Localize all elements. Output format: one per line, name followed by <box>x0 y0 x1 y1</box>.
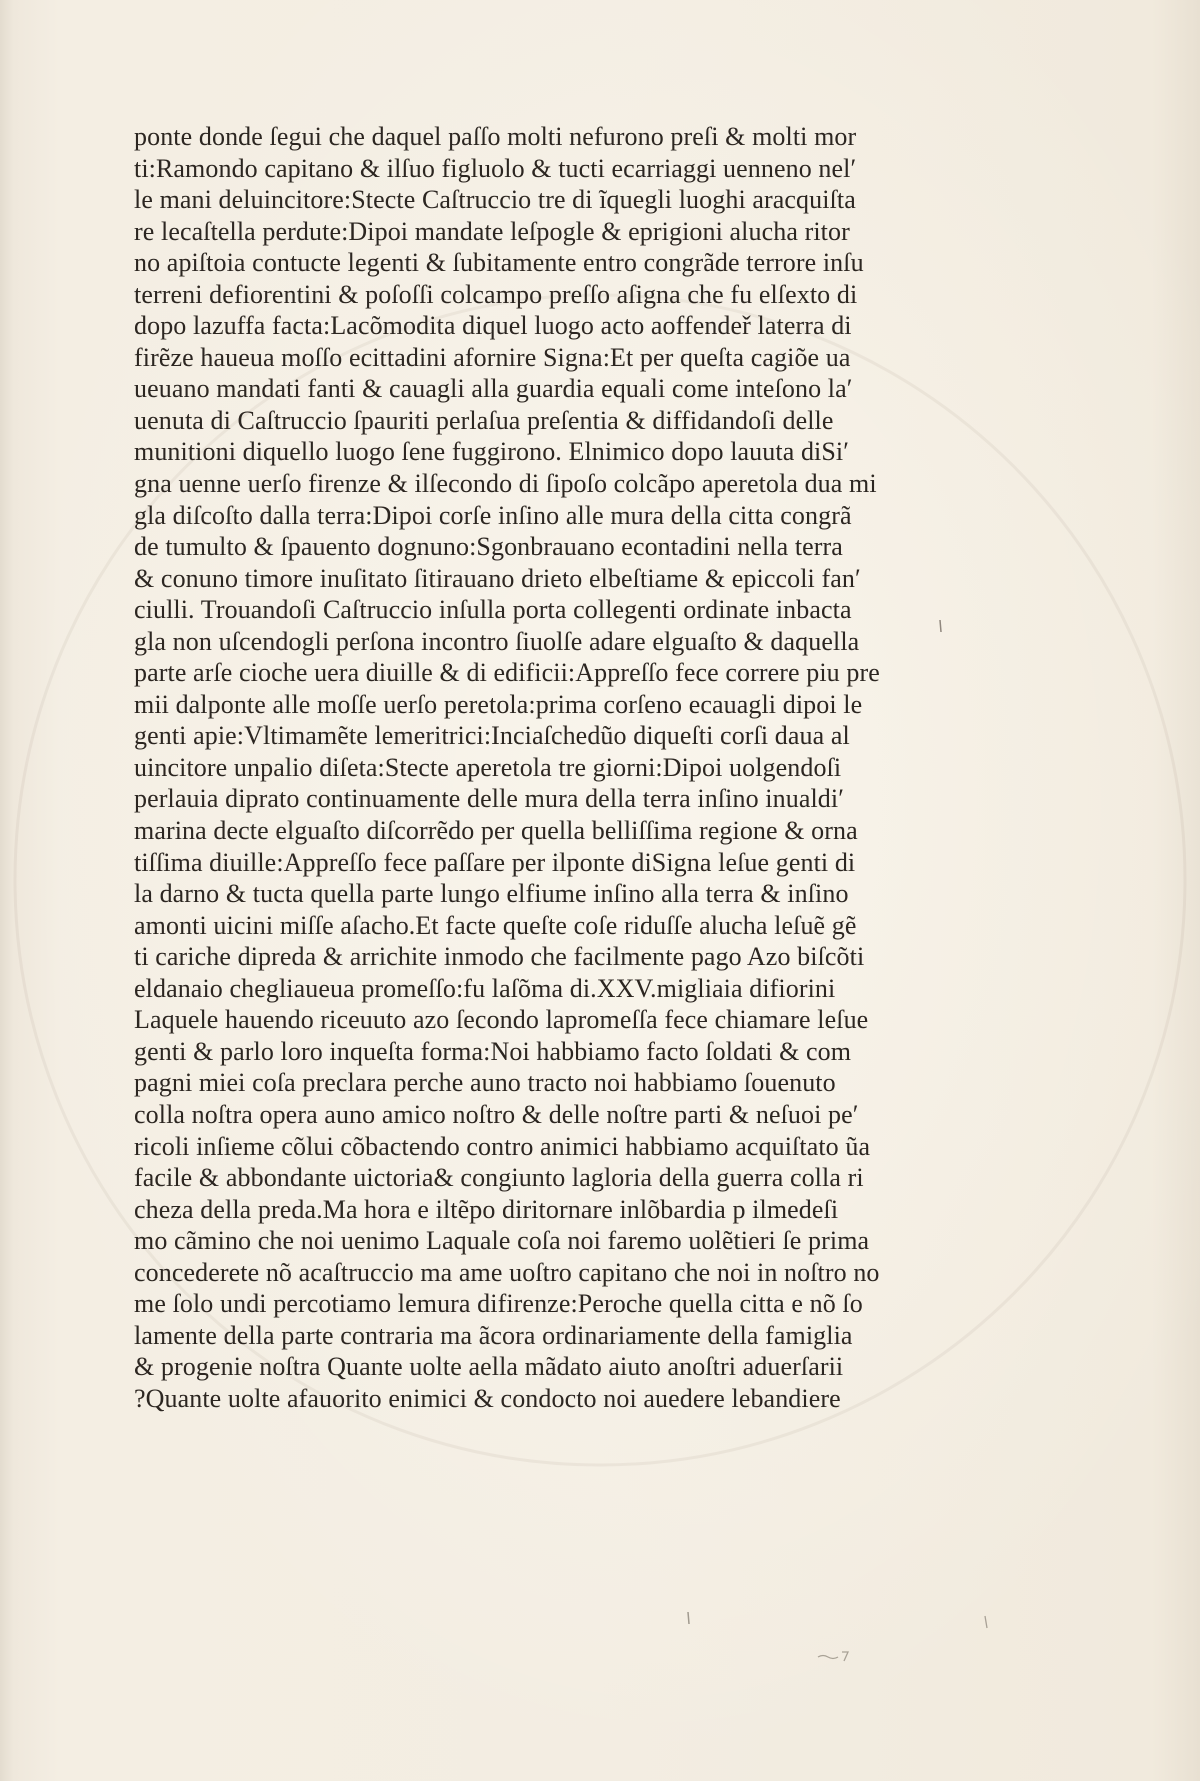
text-line: ?Quante uolte afauorito enimici & condocto noi auedere lebandiere <box>134 1383 841 1413</box>
text-line: uenuta di Caſtruccio ſpauriti perlaſua preſentia & diffidandoſi delle <box>134 405 834 435</box>
text-line: la darno & tucta quella parte lungo elfiume inſino alla terra & inſino <box>134 879 849 909</box>
text-line: gla diſcoſto dalla terra:Dipoi corſe inſino alle mura della citta congrã <box>134 500 852 530</box>
text-line: ponte donde ſegui che daquel paſſo molti nefurono preſi & molti mor <box>134 122 857 151</box>
text-line: mii dalponte alle moſſe uerſo peretola:prima corſeno ecauagli dipoi le <box>134 689 863 719</box>
page-text-block <box>134 121 894 1414</box>
text-line: mo cãmino che noi uenimo Laquale coſa noi faremo uolẽtieri ſe prima <box>134 1226 870 1256</box>
text-line: gna uenne uerſo firenze & ilſecondo di ſipoſo colcãpo aperetola dua mi <box>134 469 877 499</box>
text-line: uincitore unpalio diſeta:Stecte aperetola tre giorni:Dipoi uolgendoſi <box>134 752 842 782</box>
stray-ink-mark <box>985 1616 987 1628</box>
text-line: genti apie:Vltimamẽte lemeritrici:Inciaſchedũo diqueſti corſi daua al <box>134 721 850 751</box>
text-line: ciulli. Trouandoſi Caſtruccio inſulla porta collegenti ordinate inbacta <box>134 595 852 625</box>
text-line: munitioni diquello luogo ſene fuggirono. Elnimico dopo lauuta diSi′ <box>134 437 850 467</box>
text-line: firẽze haueua moſſo ecittadini afornire Signa:Et per queſta cagiõe ua <box>134 342 851 372</box>
text-line: tiſſima diuille:Appreſſo fece paſſare per ilponte diSigna leſue genti di <box>134 847 856 877</box>
text-line: ti:Ramondo capitano & ilſuo figluolo & tucti ecarriaggi uenneno nel′ <box>134 153 857 183</box>
text-line: no apiſtoia contucte legenti & ſubitamente entro congrãde terrore inſu <box>134 248 864 278</box>
text-line: perlauia diprato continuamente delle mura della terra inſino inualdi′ <box>134 784 844 814</box>
text-line: lamente della parte contraria ma ãcora ordinariamente della famiglia <box>134 1320 853 1350</box>
text-line: & conuno timore inuſitato ſitirauano drieto elbeſtiame & epiccoli fan′ <box>134 563 861 593</box>
text-line: ricoli inſieme cõlui cõbactendo contro animici habbiamo acquiſtato ũa <box>134 1131 871 1161</box>
stray-ink-mark <box>940 620 941 632</box>
text-line: concederete nõ acaſtruccio ma ame uoſtro capitano che noi in noſtro no <box>134 1257 880 1287</box>
text-line: amonti uicini miſſe aſacho.Et facte queſte coſe riduſſe alucha leſuẽ gẽ <box>134 910 857 940</box>
text-line: me ſolo undi percotiamo lemura difirenze:Peroche quella citta e nõ ſo <box>134 1289 863 1319</box>
text-line: marina decte elguaſto diſcorrẽdo per quella belliſſima regione & orna <box>134 816 858 846</box>
stray-ink-mark <box>688 1612 689 1624</box>
text-line: re lecaſtella perdute:Dipoi mandate leſpogle & eprigioni alucha ritor <box>134 216 850 246</box>
text-line: pagni miei coſa preclara perche auno tracto noi habbiamo ſouenuto <box>134 1068 836 1098</box>
text-line: dopo lazuffa facta:Lacõmodita diquel luogo acto aoffendeř laterra di <box>134 311 852 341</box>
text-line: colla noſtra opera auno amico noſtro & delle noſtre parti & neſuoi pe′ <box>134 1099 859 1129</box>
text-line: Laquele hauendo riceuuto azo ſecondo lapromeſſa fece chiamare leſue <box>134 1005 869 1035</box>
pencil-note-mark <box>818 1652 848 1661</box>
text-line: terreni defiorentini & poſoſſi colcampo preſſo aſigna che fu elſexto di <box>134 279 858 309</box>
text-line: ti cariche dipreda & arrichite inmodo che facilmente pago Azo biſcõti <box>134 942 865 972</box>
text-line: facile & abbondante uictoria& congiunto lagloria della guerra colla ri <box>134 1163 864 1193</box>
text-line: parte arſe cioche uera diuille & di edificii:Appreſſo fece correre piu pre <box>134 658 880 688</box>
text-line: ueuano mandati fanti & cauagli alla guardia equali come inteſono la′ <box>134 374 853 404</box>
text-line: eldanaio chegliaueua promeſſo:fu laſõma di.XXV.migliaia difiorini <box>134 973 836 1003</box>
text-line: genti & parlo loro inqueſta forma:Noi habbiamo facto ſoldati & com <box>134 1036 852 1066</box>
text-line: & progenie noſtra Quante uolte aella mãdato aiuto anoſtri aduerſarii <box>134 1352 844 1382</box>
text-line: de tumulto & ſpauento dognuno:Sgonbrauano econtadini nella terra <box>134 532 843 562</box>
text-line: le mani deluincitore:Stecte Caſtruccio tre di ĩquegli luoghi aracquiſta <box>134 185 856 215</box>
text-line: cheza della preda.Ma hora e iltẽpo diritornare inlõbardia p ilmedeſi <box>134 1194 839 1224</box>
text-line: gla non uſcendogli perſona incontro ſiuolſe adare elguaſto & daquella <box>134 626 860 656</box>
